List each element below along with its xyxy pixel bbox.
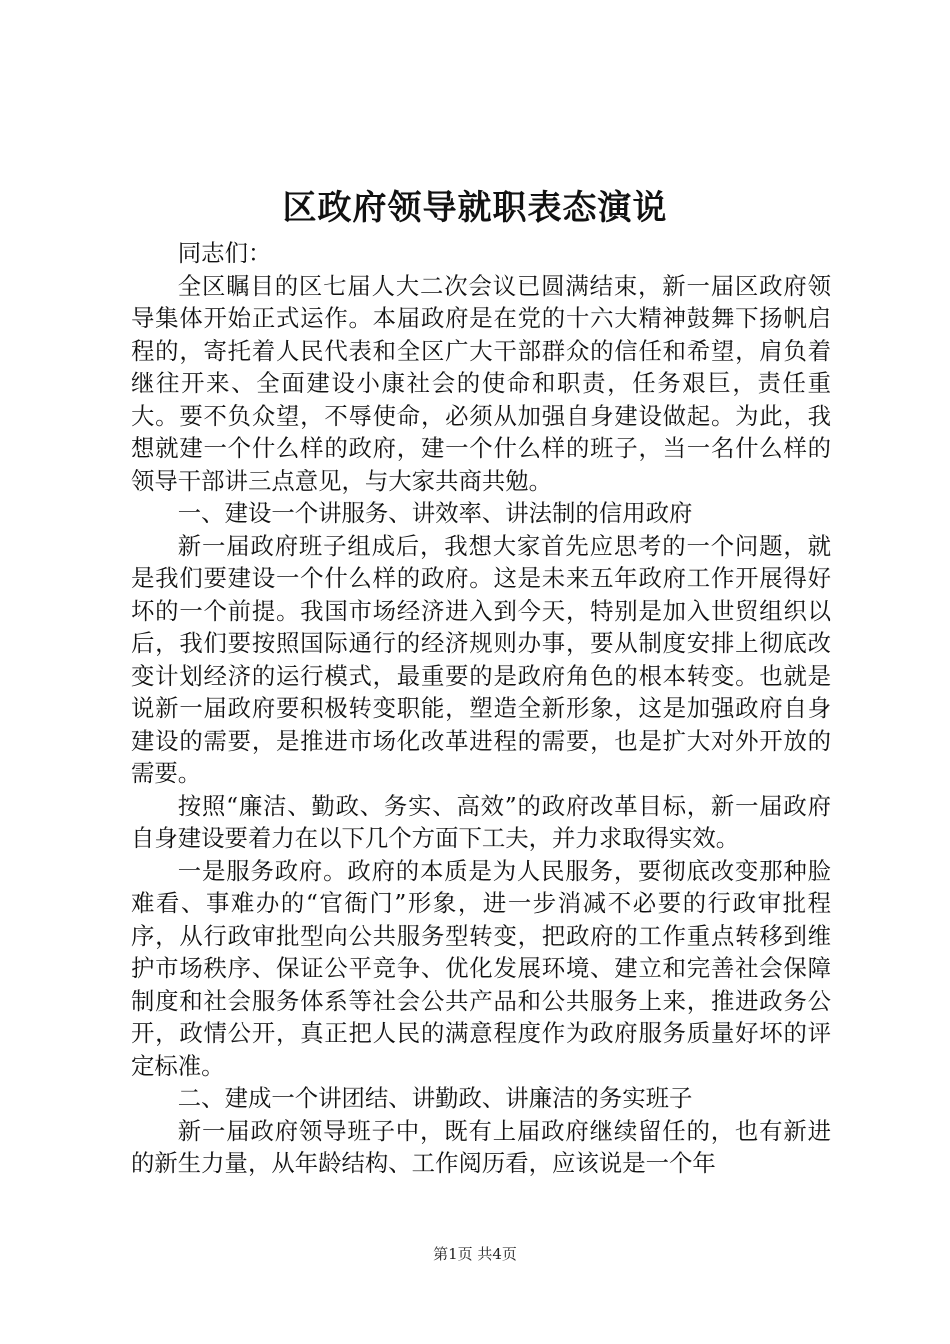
paragraph: 按照“廉洁、勤政、务实、高效”的政府改革目标，新一届政府自身建设要着力在以下几个方面下工夫，并力求取得实效。 xyxy=(131,791,831,852)
section-heading: 一、建设一个讲服务、讲效率、讲法制的信用政府 xyxy=(177,499,693,527)
paragraph: 全区瞩目的区七届人大二次会议已圆满结束，新一届区政府领导集体开始正式运作。本届政府是在党的十六大精神鼓舞下扬帆启程的，寄托着人民代表和全区广大干部群众的信任和希望，肩负着继往开来、全面建设小康社会的使命和职责，任务艰巨，责任重大。要不负众望，不辱使命，必须从加强自身建设做起。为此，我想就建一个什么样的政府，建一个什么样的班子，当一名什么样的领导干部讲三点意见，与大家共商共勉。 xyxy=(131,271,831,495)
document-title: 区政府领导就职表态演说 xyxy=(282,188,668,228)
document-body xyxy=(131,237,831,1180)
section-heading: 二、建成一个讲团结、讲勤政、讲廉洁的务实班子 xyxy=(177,1084,693,1112)
paragraph: 一是服务政府。政府的本质是为人民服务，要彻底改变那种脸难看、事难办的“官衙门”形象，进一步消减不必要的行政审批程序，从行政审批型向公共服务型转变，把政府的工作重点转移到维护市场秩序、保证公平竞争、优化发展环境、建立和完善社会保障制度和社会服务体系等社会公共产品和公共服务上来，推进政务公开，政情公开，真正把人民的满意程度作为政府服务质量好坏的评定标准。 xyxy=(131,856,831,1080)
page-footer: 第1页 共4页 xyxy=(433,1245,517,1263)
salutation: 同志们： xyxy=(177,239,272,267)
paragraph: 新一届政府领导班子中，既有上届政府继续留任的，也有新进的新生力量，从年龄结构、工作阅历看，应该说是一个年 xyxy=(131,1116,831,1177)
paragraph: 新一届政府班子组成后，我想大家首先应思考的一个问题，就是我们要建设一个什么样的政府。这是未来五年政府工作开展得好坏的一个前提。我国市场经济进入到今天，特别是加入世贸组织以后，我们要按照国际通行的经济规则办事，要从制度安排上彻底改变计划经济的运行模式，最重要的是政府角色的根本转变。也就是说新一届政府要积极转变职能，塑造全新形象，这是加强政府自身建设的需要，是推进市场化改革进程的需要，也是扩大对外开放的需要。 xyxy=(131,531,831,787)
